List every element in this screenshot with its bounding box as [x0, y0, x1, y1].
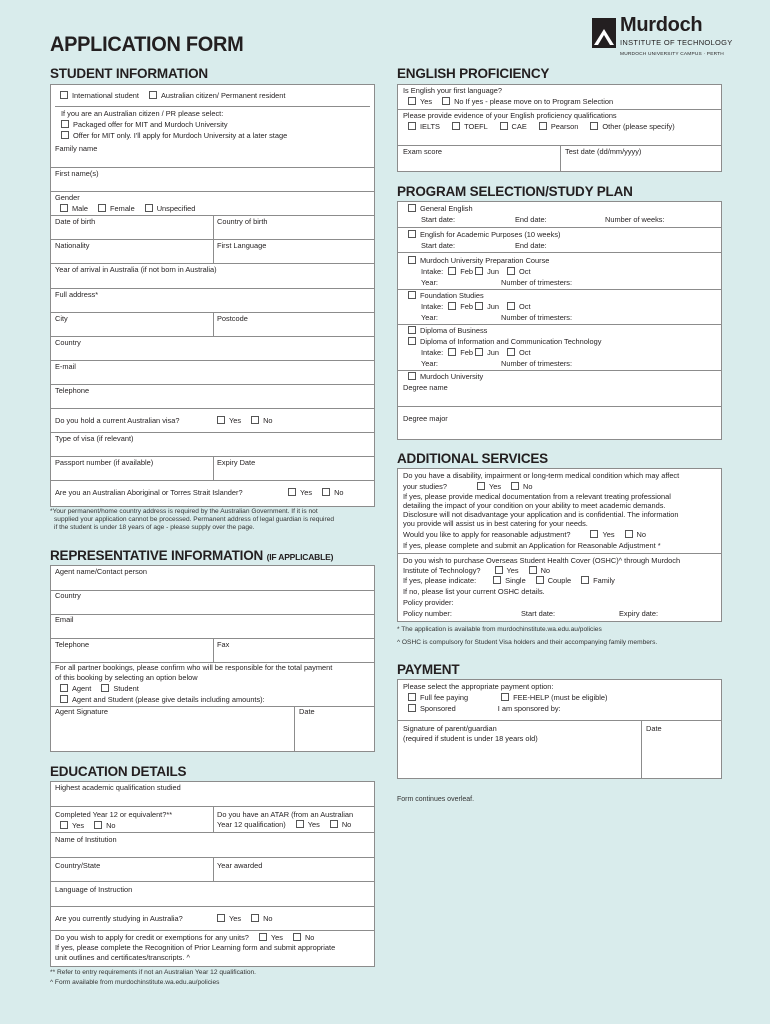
female-checkbox[interactable] [98, 204, 106, 212]
oshc-yes-checkbox[interactable] [495, 566, 503, 574]
adjust-no-checkbox[interactable] [625, 530, 633, 538]
telephone-field[interactable]: Telephone [55, 386, 90, 395]
cae-checkbox[interactable] [500, 122, 508, 130]
english-yes-checkbox[interactable] [408, 97, 416, 105]
degree-name-field[interactable]: Degree name [403, 383, 448, 392]
eap-label: English for Academic Purposes (10 weeks) [420, 230, 561, 239]
ge-end-field[interactable]: End date: [515, 215, 547, 224]
english-no-checkbox[interactable] [442, 97, 450, 105]
rep-telephone-field[interactable]: Telephone [55, 640, 90, 649]
studying-no-label: No [263, 914, 273, 923]
prep-label: Murdoch University Preparation Course [420, 256, 550, 265]
email-field[interactable]: E-mail [55, 362, 76, 371]
student-info-box [50, 84, 375, 507]
diploma-jun-checkbox[interactable] [475, 348, 483, 356]
eap-checkbox[interactable] [408, 230, 416, 238]
policy-number-field[interactable]: Policy number: [403, 609, 452, 618]
test-date-field[interactable]: Test date (dd/mm/yyyy) [565, 147, 642, 156]
first-names-field[interactable]: First name(s) [55, 169, 99, 178]
disability-no-label: No [523, 482, 533, 491]
adjust-yes-checkbox[interactable] [590, 530, 598, 538]
male-checkbox[interactable] [60, 204, 68, 212]
studying-question: Are you currently studying in Australia? [55, 914, 183, 923]
aboriginal-no-label: No [334, 488, 344, 497]
sponsored-by-field[interactable]: I am sponsored by: [497, 704, 561, 713]
diploma-feb-checkbox[interactable] [448, 348, 456, 356]
atar-question-1: Do you have an ATAR (from an Australian [217, 810, 354, 819]
agent-date-field[interactable]: Date [299, 707, 315, 716]
address-footnote-3: if the student is under 18 years of age - please supply over the page. [54, 524, 255, 531]
ielts-label: IELTS [420, 122, 440, 131]
packaged-checkbox[interactable] [61, 120, 69, 128]
disability-yes-label: Yes [488, 482, 502, 491]
address-footnote-1: *Your permanent/home country address is required by the Australian Government. If it is not [50, 508, 318, 515]
murdoch-checkbox[interactable] [408, 372, 416, 380]
edu-note-1: ** Refer to entry requirements if not an Australian Year 12 qualification. [50, 969, 256, 976]
prep-year-field[interactable]: Year: [421, 278, 438, 287]
aboriginal-no-checkbox[interactable] [322, 488, 330, 496]
institution-field[interactable]: Name of Institution [55, 835, 117, 844]
first-language-field[interactable]: First Language [217, 241, 267, 250]
country-state-field[interactable]: Country/State [55, 861, 101, 870]
passport-expiry-field[interactable]: Expiry Date [217, 458, 256, 467]
visa-question: Do you hold a current Australian visa? [55, 416, 180, 425]
visa-yes-label: Yes [229, 416, 242, 425]
english-no-label: No [454, 97, 464, 106]
english-first-question: Is English your first language? [403, 86, 503, 95]
unspecified-label: Unspecified [156, 204, 196, 213]
adjust-yes-label: Yes [602, 530, 615, 539]
murdoch-logo-icon [592, 18, 616, 48]
visa-yes-checkbox[interactable] [217, 416, 225, 424]
year-awarded-field[interactable]: Year awarded [217, 861, 263, 870]
prep-checkbox[interactable] [408, 256, 416, 264]
country-field[interactable]: Country [55, 338, 81, 347]
medical-text-4: you provide will assist us in best catering for your needs. [403, 519, 588, 528]
foundation-oct-checkbox[interactable] [507, 302, 515, 310]
rpl-text-1: If yes, please complete the Recognition of Prior Learning form and submit appropriate [55, 943, 336, 952]
oshc-if-no-text: If no, please list your current OSHC details. [403, 587, 545, 596]
rep-heading-text: REPRESENTATIVE INFORMATION [50, 548, 264, 563]
passport-field[interactable]: Passport number (if available) [55, 458, 154, 467]
aboriginal-question: Are you an Australian Aboriginal or Torres Strait Islander? [55, 488, 243, 497]
oshc-expiry-field[interactable]: Expiry date: [619, 609, 659, 618]
disability-yes-checkbox[interactable] [477, 482, 485, 490]
nationality-field[interactable]: Nationality [55, 241, 90, 250]
toefl-label: TOEFL [464, 122, 488, 131]
diploma-year-field[interactable]: Year: [421, 359, 438, 368]
city-field[interactable]: City [55, 314, 68, 323]
credit-question: Do you wish to apply for credit or exemptions for any units? [55, 933, 249, 942]
year12-question: Completed Year 12 or equivalent?** [55, 810, 173, 819]
disability-question-1: Do you have a disability, impairment or long-term medical condition which may affect [403, 471, 680, 480]
foundation-jun-checkbox[interactable] [475, 302, 483, 310]
unspecified-checkbox[interactable] [145, 204, 153, 212]
country-of-birth-field[interactable]: Country of birth [217, 217, 268, 226]
eap-start-field[interactable]: Start date: [421, 241, 456, 250]
foundation-checkbox[interactable] [408, 291, 416, 299]
indicate-label: If yes, please indicate: [403, 576, 477, 585]
english-heading: ENGLISH PROFICIENCY [397, 66, 550, 81]
single-checkbox[interactable] [493, 576, 501, 584]
single-label: Single [505, 576, 526, 585]
logo-institute: INSTITUTE OF TECHNOLOGY [620, 38, 733, 47]
studying-no-checkbox[interactable] [251, 914, 259, 922]
edu-note-2: ^ Form available from murdochinstitute.wa.edu.au/policies [50, 979, 220, 986]
packaged-label: Packaged offer for MIT and Murdoch University [73, 120, 228, 129]
male-label: Male [72, 204, 89, 213]
policy-provider-field[interactable]: Policy provider: [403, 598, 454, 607]
student-heading: STUDENT INFORMATION [50, 66, 208, 81]
pearson-checkbox[interactable] [539, 122, 547, 130]
couple-label: Couple [547, 576, 572, 585]
visa-type-field[interactable]: Type of visa (if relevant) [55, 434, 134, 443]
disability-question-2: your studies? [403, 482, 447, 491]
family-name-field[interactable]: Family name [55, 144, 98, 153]
offer-mit-checkbox[interactable] [61, 131, 69, 139]
language-instruction-field[interactable]: Language of Instruction [55, 885, 133, 894]
medical-text-3: Disclosure will not disadvantage your application and is confidential. The information [403, 510, 679, 519]
degree-major-field[interactable]: Degree major [403, 414, 448, 423]
services-box [397, 468, 722, 622]
services-note-1: * The application is available from murdochinstitute.wa.edu.au/policies [397, 626, 602, 633]
credit-no-label: No [304, 933, 315, 942]
atar-yes-checkbox[interactable] [296, 820, 304, 828]
services-note-2: ^ OSHC is compulsory for Student Visa holders and their accompanying family members. [397, 639, 658, 646]
program-heading: PROGRAM SELECTION/STUDY PLAN [397, 184, 633, 199]
offer-mit-label: Offer for MIT only. I'll apply for Murdoch University at a later stage [73, 131, 288, 140]
prep-intake-label: Intake: [421, 267, 444, 276]
oshc-no-label: No [540, 566, 551, 575]
studying-yes-checkbox[interactable] [217, 914, 225, 922]
other-test-label: Other (please specify) [602, 122, 675, 131]
dob-field[interactable]: Date of birth [55, 217, 96, 226]
agent-name-field[interactable]: Agent name/Contact person [55, 567, 148, 576]
intl-checkbox[interactable] [60, 91, 68, 99]
ielts-checkbox[interactable] [408, 122, 416, 130]
intl-label: International student [72, 91, 139, 100]
diploma-intake-label: Intake: [421, 348, 444, 357]
aboriginal-yes-label: Yes [300, 488, 313, 497]
prep-feb-checkbox[interactable] [448, 267, 456, 275]
rep-heading-small: (IF APPLICABLE) [266, 552, 334, 562]
edu-box [50, 781, 375, 967]
postcode-field[interactable]: Postcode [217, 314, 248, 323]
guardian-signature-note: (required if student is under 18 years old) [403, 734, 538, 743]
rep-country-field[interactable]: Country [55, 591, 81, 600]
diploma-jun-label: Jun [487, 348, 499, 357]
foundation-label: Foundation Studies [420, 291, 484, 300]
diploma-it-checkbox[interactable] [408, 337, 416, 345]
logo-name: Murdoch [620, 14, 703, 36]
prep-trimesters-field[interactable]: Number of trimesters: [501, 278, 573, 287]
eap-end-field[interactable]: End date: [515, 241, 547, 250]
diploma-oct-label: Oct [519, 348, 531, 357]
family-label: Family [593, 576, 615, 585]
gender-label: Gender [55, 193, 80, 202]
foundation-trimesters-field[interactable]: Number of trimesters: [501, 313, 573, 322]
foundation-jun-label: Jun [487, 302, 499, 311]
payment-box [397, 679, 722, 779]
aus-label: Australian citizen/ Permanent resident [160, 91, 286, 100]
rep-fax-field[interactable]: Fax [217, 640, 230, 649]
english-if-yes-text: If yes - please move on to Program Selection [465, 97, 614, 106]
highest-qualification-field[interactable]: Highest academic qualification studied [55, 783, 181, 792]
oshc-yes-label: Yes [506, 566, 519, 575]
diploma-business-label: Diploma of Business [420, 326, 488, 335]
agent-checkbox[interactable] [60, 684, 68, 692]
other-test-checkbox[interactable] [590, 122, 598, 130]
diploma-business-checkbox[interactable] [408, 326, 416, 334]
guardian-date-field[interactable]: Date [646, 724, 662, 733]
cae-label: CAE [511, 122, 527, 131]
medical-text-2: detailing the impact of your condition on your ability to meet academic demands. [403, 501, 666, 510]
visa-no-checkbox[interactable] [251, 416, 259, 424]
oshc-question-2: Institute of Technology? [403, 566, 481, 575]
oshc-question-1: Do you wish to purchase Overseas Student Health Cover (OSHC)^ through Murdoch [403, 556, 681, 565]
program-box [397, 201, 722, 440]
adjust-form-text: If yes, please complete and submit an Application for Reasonable Adjustment * [403, 541, 661, 550]
prep-jun-label: Jun [487, 267, 499, 276]
evidence-label: Please provide evidence of your English proficiency qualifications [403, 111, 617, 120]
pr-label: If you are an Australian citizen / PR please select: [61, 109, 224, 118]
studying-yes-label: Yes [229, 914, 242, 923]
diploma-feb-label: Feb [460, 348, 473, 357]
fee-help-label: FEE-HELP (must be eligible) [513, 693, 608, 702]
guardian-signature-field[interactable]: Signature of parent/guardian [403, 724, 497, 733]
murdoch-label: Murdoch University [420, 372, 484, 381]
student-label: Student [113, 684, 139, 693]
edu-heading: EDUCATION DETAILS [50, 764, 187, 779]
payment-heading: PAYMENT [397, 662, 460, 677]
ge-start-field[interactable]: Start date: [421, 215, 456, 224]
adjust-no-label: No [636, 530, 646, 539]
general-english-checkbox[interactable] [408, 204, 416, 212]
atar-yes-label: Yes [307, 820, 320, 829]
ge-weeks-field[interactable]: Number of weeks: [605, 215, 665, 224]
payment-select-label: Please select the appropriate payment option: [403, 682, 554, 691]
services-heading: ADDITIONAL SERVICES [397, 451, 548, 466]
foundation-oct-label: Oct [519, 302, 531, 311]
exam-score-field[interactable]: Exam score [403, 147, 443, 156]
prep-oct-checkbox[interactable] [507, 267, 515, 275]
oshc-start-field[interactable]: Start date: [521, 609, 556, 618]
foundation-feb-label: Feb [460, 302, 473, 311]
form-continues-text: Form continues overleaf. [397, 796, 475, 803]
visa-no-label: No [263, 416, 273, 425]
logo-campus: MURDOCH UNIVERSITY CAMPUS · PERTH [620, 52, 724, 57]
agent-student-checkbox[interactable] [60, 695, 68, 703]
year12-yes-label: Yes [72, 821, 85, 830]
disability-no-checkbox[interactable] [511, 482, 519, 490]
full-address-field[interactable]: Full address* [55, 290, 99, 299]
general-english-label: General English [420, 204, 473, 213]
rep-email-field[interactable]: Email [55, 615, 74, 624]
credit-no-checkbox[interactable] [293, 933, 301, 941]
rep-info-box [50, 565, 375, 752]
couple-checkbox[interactable] [536, 576, 544, 584]
atar-no-label: No [341, 820, 352, 829]
diploma-it-label: Diploma of Information and Communication Technology [420, 337, 602, 346]
female-label: Female [110, 204, 135, 213]
full-fee-checkbox[interactable] [408, 693, 416, 701]
family-checkbox[interactable] [581, 576, 589, 584]
credit-yes-checkbox[interactable] [259, 933, 267, 941]
page-title: APPLICATION FORM [50, 33, 244, 56]
atar-question-2: Year 12 qualification) [217, 820, 286, 829]
diploma-trimesters-field[interactable]: Number of trimesters: [501, 359, 573, 368]
partner-text-2: of this booking by selecting an option below [55, 673, 198, 682]
rpl-text-2: unit outlines and certificates/transcripts. ^ [55, 953, 190, 962]
year12-no-checkbox[interactable] [94, 821, 102, 829]
diploma-oct-checkbox[interactable] [507, 348, 515, 356]
agent-student-label: Agent and Student (please give details including amounts): [72, 695, 265, 704]
year-arrival-field[interactable]: Year of arrival in Australia (if not born in Australia) [55, 265, 217, 274]
sponsored-label: Sponsored [420, 704, 456, 713]
medical-text-1: If yes, please provide medical documentation from a relevant treating professional [403, 492, 671, 501]
pearson-label: Pearson [550, 122, 579, 131]
adjust-question: Would you like to apply for reasonable adjustment? [403, 530, 571, 539]
foundation-year-field[interactable]: Year: [421, 313, 438, 322]
foundation-intake-label: Intake: [421, 302, 444, 311]
student-checkbox[interactable] [101, 684, 109, 692]
prep-jun-checkbox[interactable] [475, 267, 483, 275]
credit-yes-label: Yes [270, 933, 283, 942]
address-footnote-2: supplied your application cannot be processed. Permanent address of legal guardian is required [54, 516, 335, 523]
foundation-feb-checkbox[interactable] [448, 302, 456, 310]
year12-yes-checkbox[interactable] [60, 821, 68, 829]
aus-checkbox[interactable] [149, 91, 157, 99]
sponsored-checkbox[interactable] [408, 704, 416, 712]
prep-oct-label: Oct [519, 267, 531, 276]
prep-feb-label: Feb [460, 267, 473, 276]
atar-no-checkbox[interactable] [330, 820, 338, 828]
fee-help-checkbox[interactable] [501, 693, 509, 701]
agent-signature-field[interactable]: Agent Signature [55, 707, 109, 716]
english-box [397, 84, 722, 172]
aboriginal-yes-checkbox[interactable] [288, 488, 296, 496]
toefl-checkbox[interactable] [452, 122, 460, 130]
rep-heading [50, 548, 333, 563]
oshc-no-checkbox[interactable] [529, 566, 537, 574]
full-fee-label: Full fee paying [420, 693, 469, 702]
murdoch-logo [592, 16, 742, 60]
agent-label: Agent [72, 684, 92, 693]
year12-no-label: No [106, 821, 116, 830]
partner-text-1: For all partner bookings, please confirm who will be responsible for the total payment [55, 663, 333, 672]
english-yes-label: Yes [420, 97, 433, 106]
